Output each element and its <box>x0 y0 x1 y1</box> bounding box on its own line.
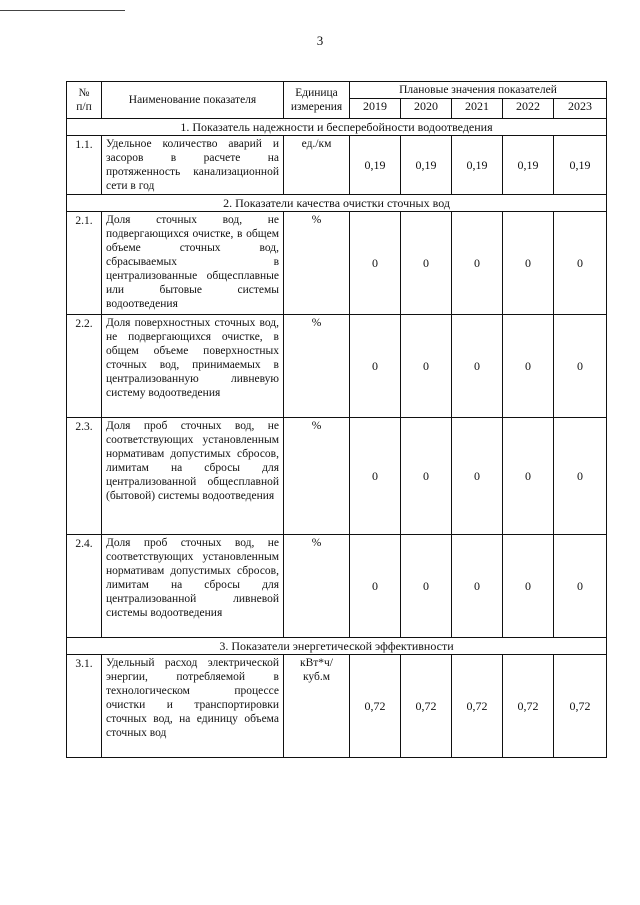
row-value: 0,72 <box>554 655 607 758</box>
row-value: 0 <box>401 418 452 535</box>
table-header <box>67 82 607 119</box>
row-value: 0 <box>452 212 503 315</box>
row-unit: % <box>284 212 350 315</box>
section-row <box>67 638 607 655</box>
table-body <box>67 119 607 758</box>
section-title: 3. Показатели энергетической эффективности <box>67 638 607 655</box>
header-year: 2022 <box>503 99 554 119</box>
row-value: 0 <box>554 535 607 638</box>
row-value: 0 <box>401 315 452 418</box>
header-plan: Плановые значения показателей <box>350 82 607 99</box>
section-title: 2. Показатели качества очистки сточных вод <box>67 195 607 212</box>
table-row <box>67 212 607 315</box>
row-value: 0,19 <box>554 136 607 195</box>
row-name: Удельное количество аварий и засоров в расчете на протяженность канализационной сети в год <box>102 136 284 195</box>
section-title: 1. Показатель надежности и бесперебойности водоотведения <box>67 119 607 136</box>
row-value: 0 <box>503 212 554 315</box>
row-num: 2.4. <box>67 535 102 638</box>
top-rule <box>0 10 125 11</box>
row-value: 0 <box>554 315 607 418</box>
header-year: 2023 <box>554 99 607 119</box>
row-value: 0,19 <box>401 136 452 195</box>
row-value: 0 <box>452 418 503 535</box>
row-value: 0 <box>503 418 554 535</box>
section-row <box>67 195 607 212</box>
header-year: 2020 <box>401 99 452 119</box>
row-value: 0 <box>401 212 452 315</box>
row-name: Доля проб сточных вод, не соответствующих установленным нормативам допустимых сбросов, лимитам на сбросы для централизованной ливневой системы водоотведения <box>102 535 284 638</box>
row-value: 0,72 <box>401 655 452 758</box>
row-unit: % <box>284 418 350 535</box>
table-row <box>67 315 607 418</box>
header-unit <box>284 82 350 119</box>
indicators-table <box>66 81 607 758</box>
row-value: 0 <box>350 315 401 418</box>
row-value: 0 <box>503 535 554 638</box>
row-num: 1.1. <box>67 136 102 195</box>
row-value: 0,19 <box>350 136 401 195</box>
row-value: 0 <box>503 315 554 418</box>
table-row <box>67 136 607 195</box>
header-num-line1: № <box>78 87 90 99</box>
header-unit-line1: Единица <box>295 87 338 99</box>
row-value: 0 <box>350 535 401 638</box>
row-unit: % <box>284 535 350 638</box>
header-num <box>67 82 102 119</box>
table-row <box>67 535 607 638</box>
row-value: 0 <box>452 535 503 638</box>
row-value: 0 <box>452 315 503 418</box>
row-num: 2.1. <box>67 212 102 315</box>
table-row <box>67 655 607 758</box>
row-unit: % <box>284 315 350 418</box>
row-value: 0,72 <box>452 655 503 758</box>
row-value: 0 <box>350 418 401 535</box>
header-name: Наименование показателя <box>102 82 284 119</box>
page-number: 3 <box>316 33 324 48</box>
row-value: 0,72 <box>503 655 554 758</box>
row-num: 2.2. <box>67 315 102 418</box>
row-name: Доля проб сточных вод, не соответствующих установленным нормативам допустимых сбросов, лимитам на сбросы для централизованной общесплавной (бытовой) системы водоотведения <box>102 418 284 535</box>
row-value: 0 <box>554 212 607 315</box>
header-year: 2019 <box>350 99 401 119</box>
row-name: Доля сточных вод, не подвергающихся очистке, в общем объеме сточных вод, сбрасываемых в централизованные общесплавные или бытовые системы водоотведения <box>102 212 284 315</box>
row-value: 0 <box>350 212 401 315</box>
section-row <box>67 119 607 136</box>
header-year: 2021 <box>452 99 503 119</box>
table-row <box>67 418 607 535</box>
header-unit-line2: измерения <box>290 101 343 113</box>
row-name: Удельный расход электрической энергии, потребляемой в технологическом процессе очистки и транспортировки сточных вод, на единицу объема сточных вод <box>102 655 284 758</box>
row-value: 0 <box>554 418 607 535</box>
row-unit: кВт*ч/ куб.м <box>284 655 350 758</box>
row-num: 3.1. <box>67 655 102 758</box>
row-value: 0,19 <box>503 136 554 195</box>
row-num: 2.3. <box>67 418 102 535</box>
row-value: 0,72 <box>350 655 401 758</box>
row-value: 0 <box>401 535 452 638</box>
header-num-line2: п/п <box>76 101 92 113</box>
row-name: Доля поверхностных сточных вод, не подвергающихся очистке, в общем объеме поверхностных сточных вод, принимаемых в централизованную ливневую систему водоотведения <box>102 315 284 418</box>
row-unit: ед./км <box>284 136 350 195</box>
row-value: 0,19 <box>452 136 503 195</box>
